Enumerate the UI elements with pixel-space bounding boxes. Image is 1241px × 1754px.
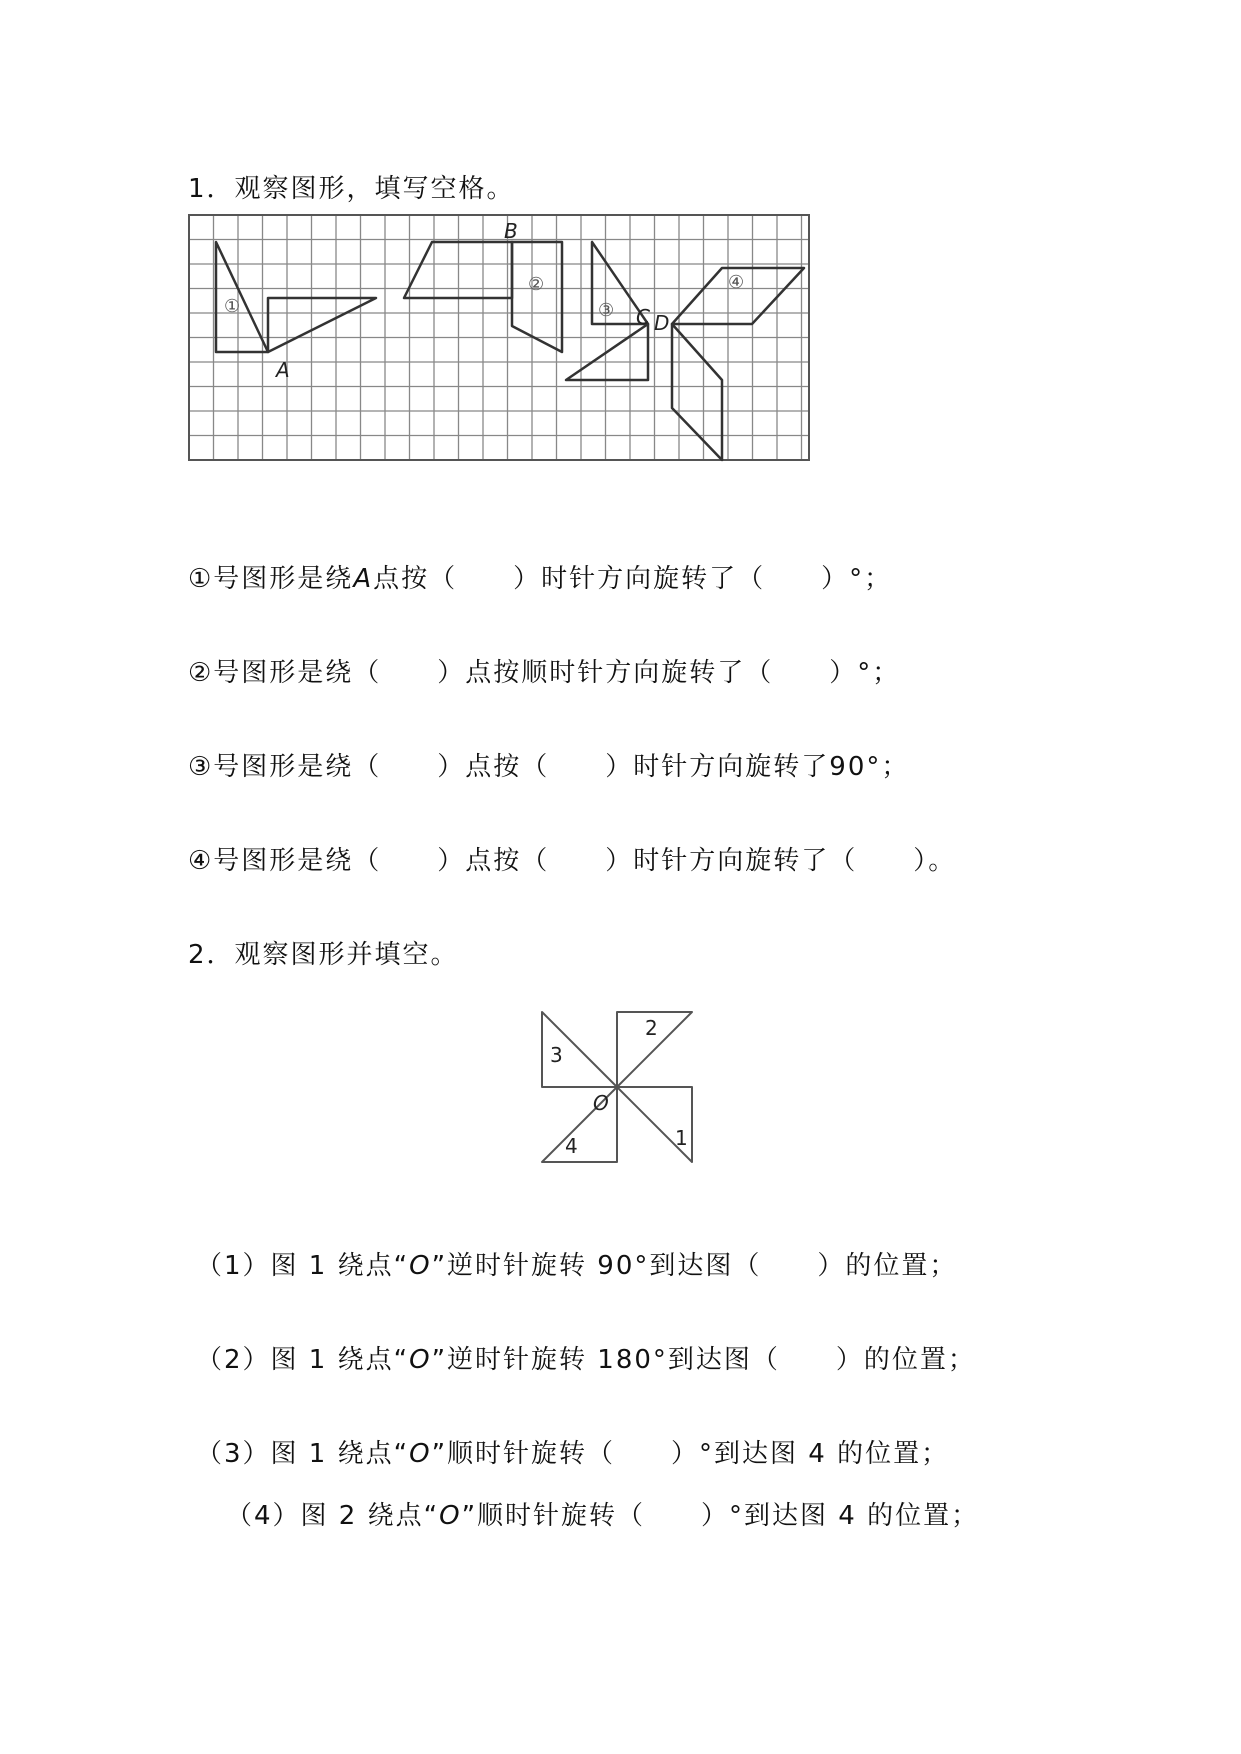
label-1: 1	[675, 1126, 688, 1150]
q1-line-2: ②号图形是绕（ ）点按顺时针方向旋转了（ ）°；	[188, 658, 901, 688]
label-D: D	[654, 311, 670, 335]
q2-line-2: （2）图 1 绕点“O”逆时针旋转 180°到达图（ ）的位置；	[196, 1345, 976, 1375]
grid-lines	[189, 215, 809, 460]
label-C: C	[636, 305, 650, 329]
q1-line-1: ①号图形是绕A点按（ ）时针方向旋转了（ ）°；	[188, 564, 893, 594]
point-a-label: A	[353, 564, 374, 594]
label-B: B	[504, 219, 518, 243]
label-4: 4	[565, 1134, 578, 1158]
q2-pinwheel-figure	[535, 1005, 705, 1175]
label-A: A	[276, 358, 290, 382]
q2-line-1: （1）图 1 绕点“O”逆时针旋转 90°到达图（ ）的位置；	[196, 1251, 958, 1281]
mark-4: ④	[728, 272, 745, 293]
shape-2-rotated	[512, 242, 562, 352]
shape-1-rotated-triangle	[268, 298, 376, 352]
label-O: O	[593, 1091, 609, 1115]
q2-line-3: （3）图 1 绕点“O”顺时针旋转（ ）°到达图 4 的位置；	[196, 1439, 950, 1469]
q1-grid-figure	[186, 212, 814, 466]
shape-3-rotated	[566, 324, 648, 380]
q2-line-4: （4）图 2 绕点“O”顺时针旋转（ ）°到达图 4 的位置；	[226, 1501, 980, 1531]
triangle-1	[617, 1087, 692, 1162]
q1-title: 1．观察图形，填写空格。	[188, 174, 515, 204]
label-3: 3	[550, 1043, 563, 1067]
mark-3: ③	[598, 300, 615, 321]
label-2: 2	[645, 1016, 658, 1040]
q2-title: 2．观察图形并填空。	[188, 940, 459, 970]
q1-line-4: ④号图形是绕（ ）点按（ ）时针方向旋转了（ ）。	[188, 846, 957, 876]
mark-2: ②	[528, 274, 545, 295]
mark-1: ①	[224, 296, 241, 317]
q1-line-3: ③号图形是绕（ ）点按（ ）时针方向旋转了90°；	[188, 752, 910, 782]
